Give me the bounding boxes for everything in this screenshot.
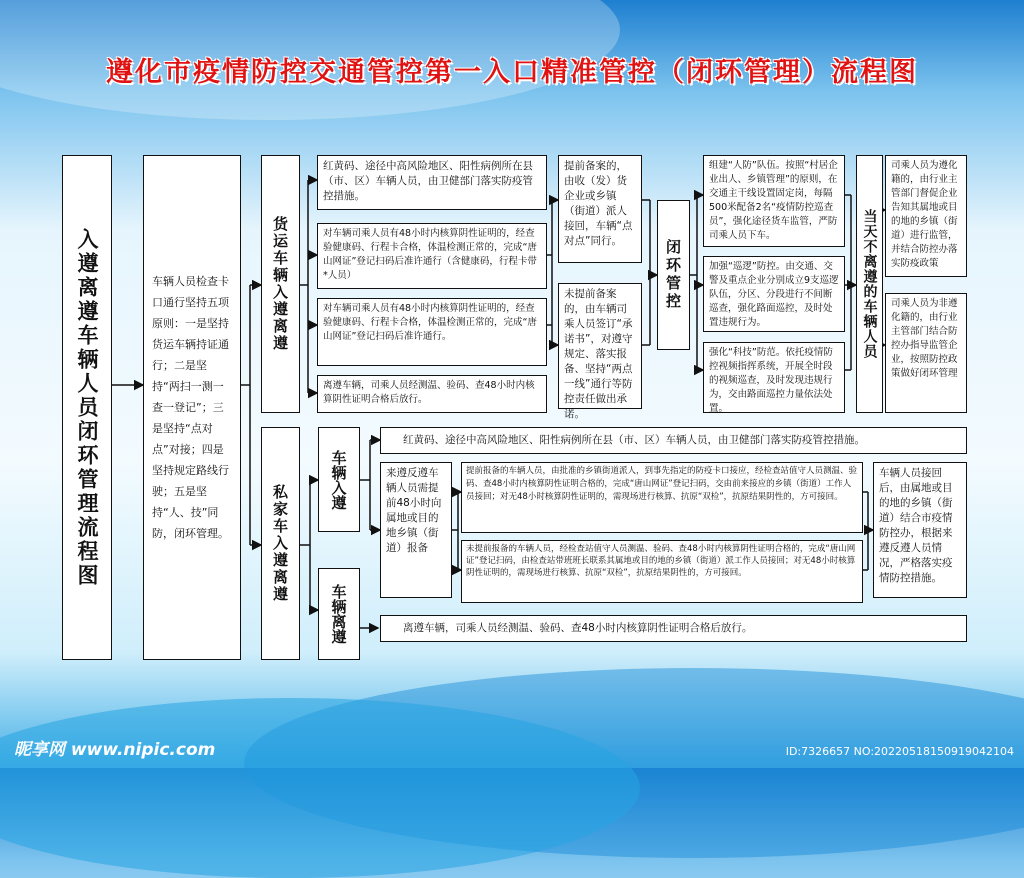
freight-item-pass: 对车辆司乘人员有48小时内核算阴性证明的，经查验健康码、行程卡合格，体温检测正常的，完成“唐山网证”登记扫码后准许通行。	[317, 298, 547, 366]
five-principles-box	[143, 155, 241, 660]
private-top-box: 红黄码、途径中高风险地区、阳性病例所在县（市、区）车辆人员，由卫健部门落实防疫管控措施。	[380, 427, 967, 454]
local-driver-box: 司乘人员为遵化籍的，由行业主管部门督促企业告知其属地或目的地的乡镇（街道）进行监管，并结合防控办落实防疫政策	[885, 155, 967, 277]
page-title: 遵化市疫情防控交通管控第一入口精准管控（闭环管理）流程图	[106, 57, 918, 88]
measure-patrol: 加强“巡逻”防控。由交通、交警及重点企业分别成立9支巡逻队伍，分区、分段进行不间断巡查，强化路面巡控，及时处置违规行为。	[703, 256, 845, 332]
measure-tech: 强化“科技”防范。依托疫情防控视频指挥系统，开展全时段的视频巡查，及时发现违规行为，交由路面巡控力量依法处置。	[703, 342, 845, 413]
private-out-label: 车辆离遵	[318, 568, 360, 660]
reported-box: 提前报备的车辆人员，由批准的乡镇街道派人，到事先指定的防疫卡口接应，经检查站值守人员测温、验码、查48小时内核算阴性证明合格的，完成“唐山网证”登记扫码，交由前来接应的乡镇（街道）工作人员接回；对无48小时核算阴性证明的，需现场进行核算、抗原“双检”，抗原结果阴性的，方可接回。	[461, 462, 863, 533]
filed-box: 提前备案的，由收（发）货企业或乡镇（街道）派人接回，车辆“点对点”同行。	[558, 155, 642, 263]
private-label: 私家车入遵离遵	[261, 427, 300, 660]
measure-people: 组建“人防”队伍。按照“村居企业出人、乡镇管理”的原则，在交通主干线设置固定岗，每隔500米配备2名“疫情防控巡查员”，强化途径货车监管，严防司乘人员下车。	[703, 155, 845, 247]
freight-item-leave: 离遵车辆，司乘人员经测温、验码、查48小时内核算阴性证明合格后放行。	[317, 375, 547, 413]
freight-item-red-yellow: 红黄码、途径中高风险地区、阳性病例所在县（市、区）车辆人员，由卫健部门落实防疫管控措施。	[317, 155, 547, 210]
after-return-box: 车辆人员接回后，由属地或目的地的乡镇（街道）结合市疫情防控办，根据来遵反遵人员情况，严格落实疫情防控措施。	[873, 462, 967, 598]
same-day-box: 当天不离遵的车辆人员	[856, 155, 883, 413]
unfiled-box: 未提前备案的，由车辆司乘人员签订“承诺书”，对遵守规定、落实报备、坚持“两点一线”通行等防控责任做出承诺。	[558, 283, 642, 409]
freight-label: 货运车辆入遵离遵	[261, 155, 300, 413]
private-in-label: 车辆入遵	[318, 427, 360, 532]
closed-loop-box: 闭环管控	[657, 200, 690, 350]
nonlocal-driver-box: 司乘人员为非遵化籍的，由行业主管部门结合防控办指导监管企业，按照防控政策做好闭环管理	[885, 293, 967, 413]
main-title-vertical: 入遵离遵车辆人员闭环管理流程图	[62, 155, 112, 660]
report-box: 来遵反遵车辆人员需提前48小时向属地或目的地乡镇（街道）报备	[380, 462, 452, 598]
freight-item-pass-star: 对车辆司乘人员有48小时内核算阴性证明的，经查验健康码、行程卡合格，体温检测正常的，完成“唐山网证”登记扫码后准许通行（含健康码，行程卡带*人员）	[317, 223, 547, 289]
image-id-stamp: ID:7326657 NO:20220518150919042104	[785, 745, 1014, 758]
five-principles-text: 车辆人员检查卡口通行坚持五项原则：一是坚持货运车辆持证通行；二是坚持“两扫一测一查一登记”；三是坚持“点对点”对接；四是坚持规定路线行驶；五是坚持“人、技”同防，闭环管理。	[152, 275, 229, 540]
site-logo: 昵享网 www.nipic.com	[14, 740, 216, 760]
private-leave-box: 离遵车辆，司乘人员经测温、验码、查48小时内核算阴性证明合格后放行。	[380, 615, 967, 642]
unreported-box: 未提前报备的车辆人员，经检查站值守人员测温、验码、查48小时内核算阴性证明合格的，完成“唐山网证”登记扫码，由检查站带班班长联系其属地或目的地的乡镇（街道）派工作人员接回；对无48小时核算阴性证明的，需现场进行核算、抗原“双检”，抗原结果阴性的，方可接回。	[461, 540, 863, 603]
